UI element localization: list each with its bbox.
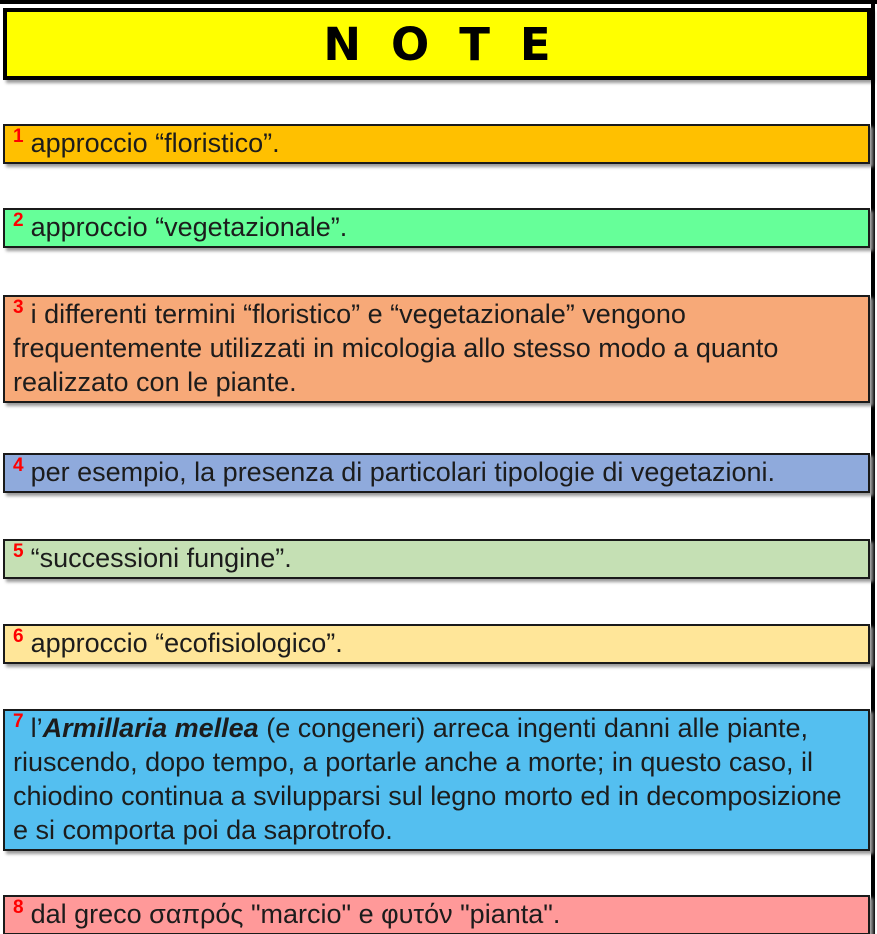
note-text: dal greco σαπρός "marcio" e φυτόν "pianta". bbox=[30, 899, 561, 929]
note-bar bbox=[3, 895, 870, 934]
note-number: 7 bbox=[13, 711, 24, 732]
page-title: NOTE bbox=[323, 17, 581, 71]
note-bar bbox=[3, 295, 870, 403]
note-bar bbox=[3, 624, 870, 664]
note-text: per esempio, la presenza di particolari tipologie di vegetazioni. bbox=[30, 457, 776, 487]
note-number: 6 bbox=[13, 626, 24, 647]
note-text: approccio “ecofisiologico”. bbox=[30, 628, 343, 658]
note-text: l’Armillaria mellea (e congeneri) arreca ingenti danni alle piante, riuscendo, dopo tempo, a portarle anche a morte; in questo caso, il chiodino continua a svilupparsi sul legno morto ed in decomposizione e si comporta poi da saprotrofo. bbox=[13, 713, 842, 845]
note-number: 4 bbox=[13, 455, 24, 476]
note-number: 2 bbox=[13, 210, 24, 231]
note-number: 5 bbox=[13, 541, 24, 562]
note-bar bbox=[3, 453, 870, 493]
note-text: i differenti termini “floristico” e “vegetazionale” vengono frequentemente utilizzati in micologia allo stesso modo a quanto realizzato con le piante. bbox=[13, 299, 779, 397]
note-bar bbox=[3, 539, 870, 579]
note-bar bbox=[3, 709, 870, 851]
note-number: 8 bbox=[13, 897, 24, 918]
note-text: approccio “floristico”. bbox=[30, 128, 280, 158]
note-text: approccio “vegetazionale”. bbox=[30, 212, 348, 242]
note-number: 1 bbox=[13, 126, 24, 147]
note-bar bbox=[3, 124, 870, 164]
notes-list bbox=[0, 124, 877, 934]
note-text: “successioni fungine”. bbox=[30, 543, 292, 573]
page-border-top bbox=[0, 0, 877, 4]
title-box bbox=[3, 8, 871, 80]
note-bar bbox=[3, 208, 870, 248]
note-number: 3 bbox=[13, 297, 24, 318]
